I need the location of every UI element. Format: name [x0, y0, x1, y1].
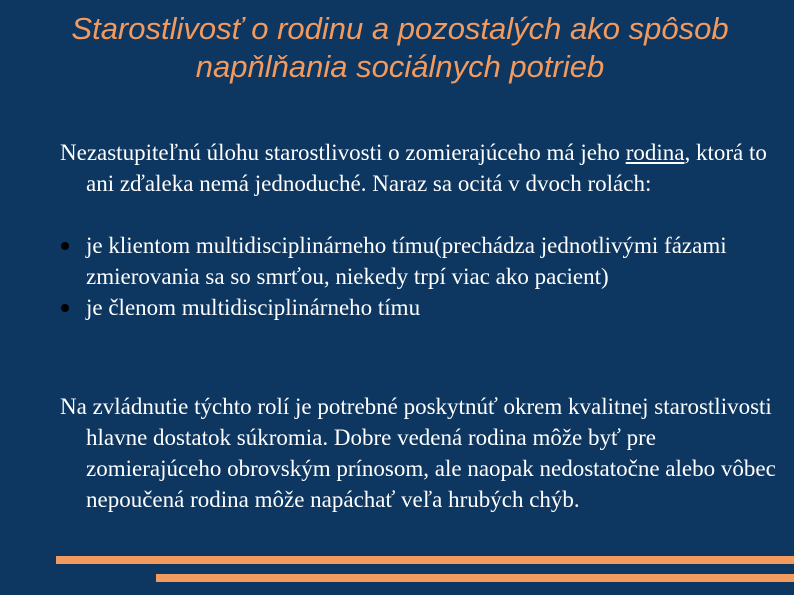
bullet-item-client [60, 230, 750, 292]
intro-paragraph [60, 137, 776, 199]
decorative-bar-lower [156, 574, 794, 582]
intro-paragraph-suffix: , ktorá to ani zďaleka nemá jednoduché. Naraz sa ocitá v dvoch rolách: [86, 140, 767, 196]
closing-paragraph: Na zvládnutie týchto rolí je potrebné poskytnúť okrem kvalitnej starostlivosti hlavne dostatok súkromia. Dobre vedená rodina môže byť pre zomierajúceho obrovským prínosom, ale naopak nedostatočne alebo vôbec nepoučená rodina môže napáchať veľa hrubých chýb. [60, 394, 776, 512]
rodina-underlined-word: rodina [625, 140, 685, 165]
decorative-bar-upper [56, 556, 794, 564]
bullet-item-text: je klientom multidisciplinárneho tímu(prechádza jednotlivými fázami zmierovania sa so smrťou, niekedy trpí viac ako pacient) [86, 233, 727, 289]
intro-paragraph-prefix: Nezastupiteľnú úlohu starostlivosti o zomierajúceho má jeho [60, 140, 626, 165]
slide-title: Starostlivosť o rodinu a pozostalých ako spôsob napňlňania sociálnych potrieb [71, 11, 729, 84]
bullet-dot-icon [61, 304, 69, 312]
bullet-item-member [60, 292, 750, 323]
bullet-dot-icon [61, 242, 69, 250]
roles-bullet-list [60, 230, 750, 323]
bullet-item-text: je členom multidisciplinárneho tímu [86, 295, 421, 320]
